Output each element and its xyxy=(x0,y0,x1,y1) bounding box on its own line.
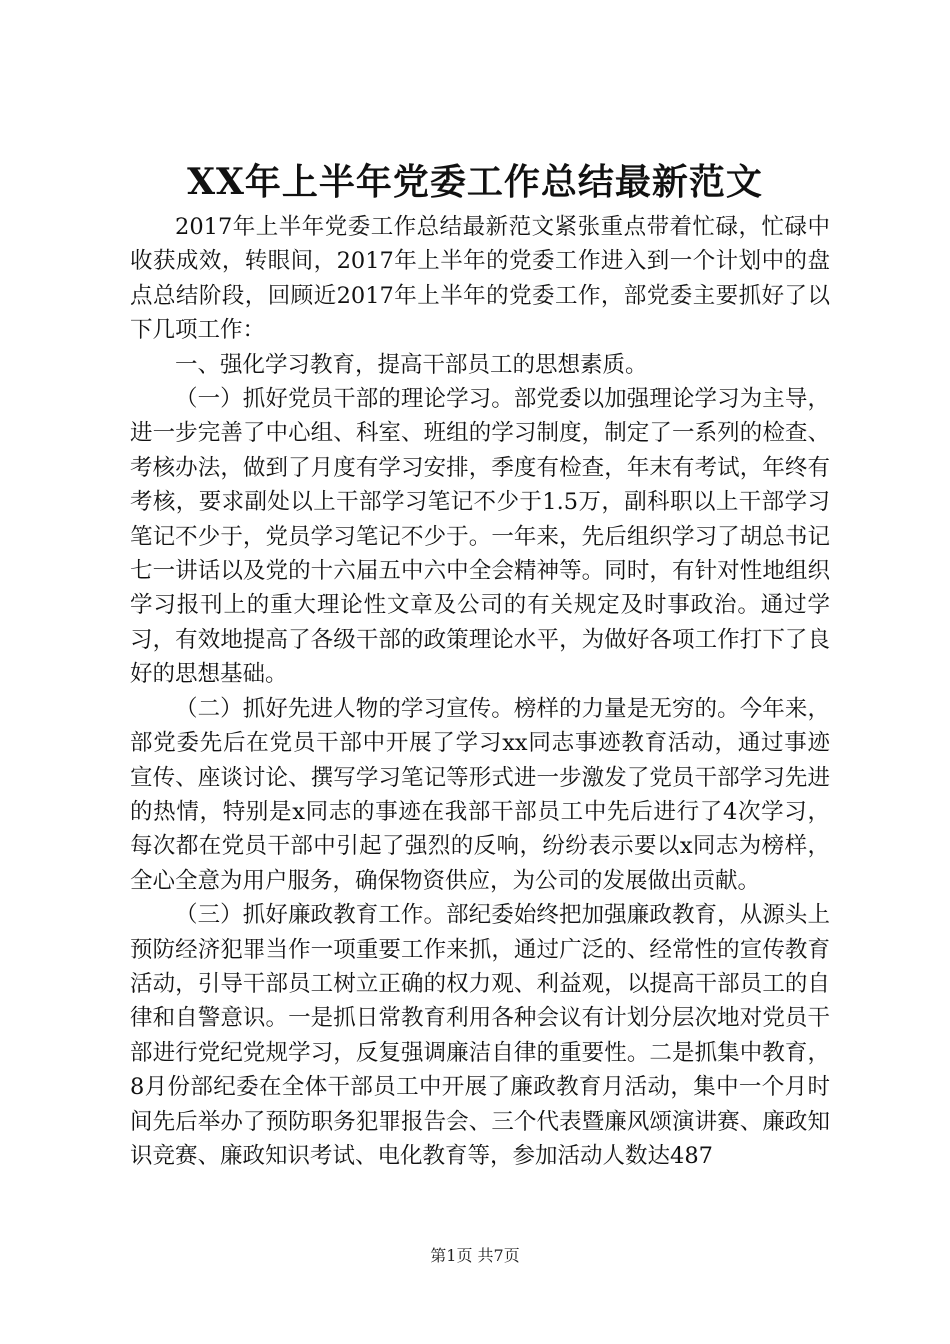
paragraph-intro: 2017年上半年党委工作总结最新范文紧张重点带着忙碌，忙碌中收获成效，转眼间，2017年上半年的党委工作进入到一个计划中的盘点总结阶段，回顾近2017年上半年的党委工作，部党委主要抓好了以下几项工作： xyxy=(130,214,830,344)
paragraph-role-models: （二）抓好先进人物的学习宣传。榜样的力量是无穷的。今年来，部党委先后在党员干部中开展了学习xx同志事迹教育活动，通过事迹宣传、座谈讨论、撰写学习笔记等形式进一步激发了党员干部学习先进的热情，特别是x同志的事迹在我部干部员工中先后进行了4次学习，每次都在党员干部中引起了强烈的反响，纷纷表示要以x同志为榜样，全心全意为用户服务，确保物资供应，为公司的发展做出贡献。 xyxy=(130,695,830,894)
section-heading-1: 一、强化学习教育，提高干部员工的思想素质。 xyxy=(175,351,648,378)
document-title: XX年上半年党委工作总结最新范文 xyxy=(187,161,763,203)
paragraph-integrity-education: （三）抓好廉政教育工作。部纪委始终把加强廉政教育，从源头上预防经济犯罪当作一项重要工作来抓，通过广泛的、经常性的宣传教育活动，引导干部员工树立正确的权力观、利益观，以提高干部员工的自律和自警意识。一是抓日常教育利用各种会议有计划分层次地对党员干部进行党纪党规学习，反复强调廉洁自律的重要性。二是抓集中教育，8月份部纪委在全体干部员工中开展了廉政教育月活动，集中一个月时间先后举办了预防职务犯罪报告会、三个代表暨廉风颂演讲赛、廉政知识竞赛、廉政知识考试、电化教育等，参加活动人数达487 xyxy=(130,902,830,1169)
page-number-footer: 第1页 共7页 xyxy=(430,1246,520,1265)
document-body xyxy=(130,210,830,1173)
paragraph-theory-study: （一）抓好党员干部的理论学习。部党委以加强理论学习为主导，进一步完善了中心组、科室、班组的学习制度，制定了一系列的检查、考核办法，做到了月度有学习安排，季度有检查，年末有考试，年终有考核，要求副处以上干部学习笔记不少于1.5万，副科职以上干部学习笔记不少于，党员学习笔记不少于。一年来，先后组织学习了胡总书记七一讲话以及党的十六届五中六中全会精神等。同时，有针对性地组织学习报刊上的重大理论性文章及公司的有关规定及时事政治。通过学习，有效地提高了各级干部的政策理论水平，为做好各项工作打下了良好的思想基础。 xyxy=(130,386,830,688)
